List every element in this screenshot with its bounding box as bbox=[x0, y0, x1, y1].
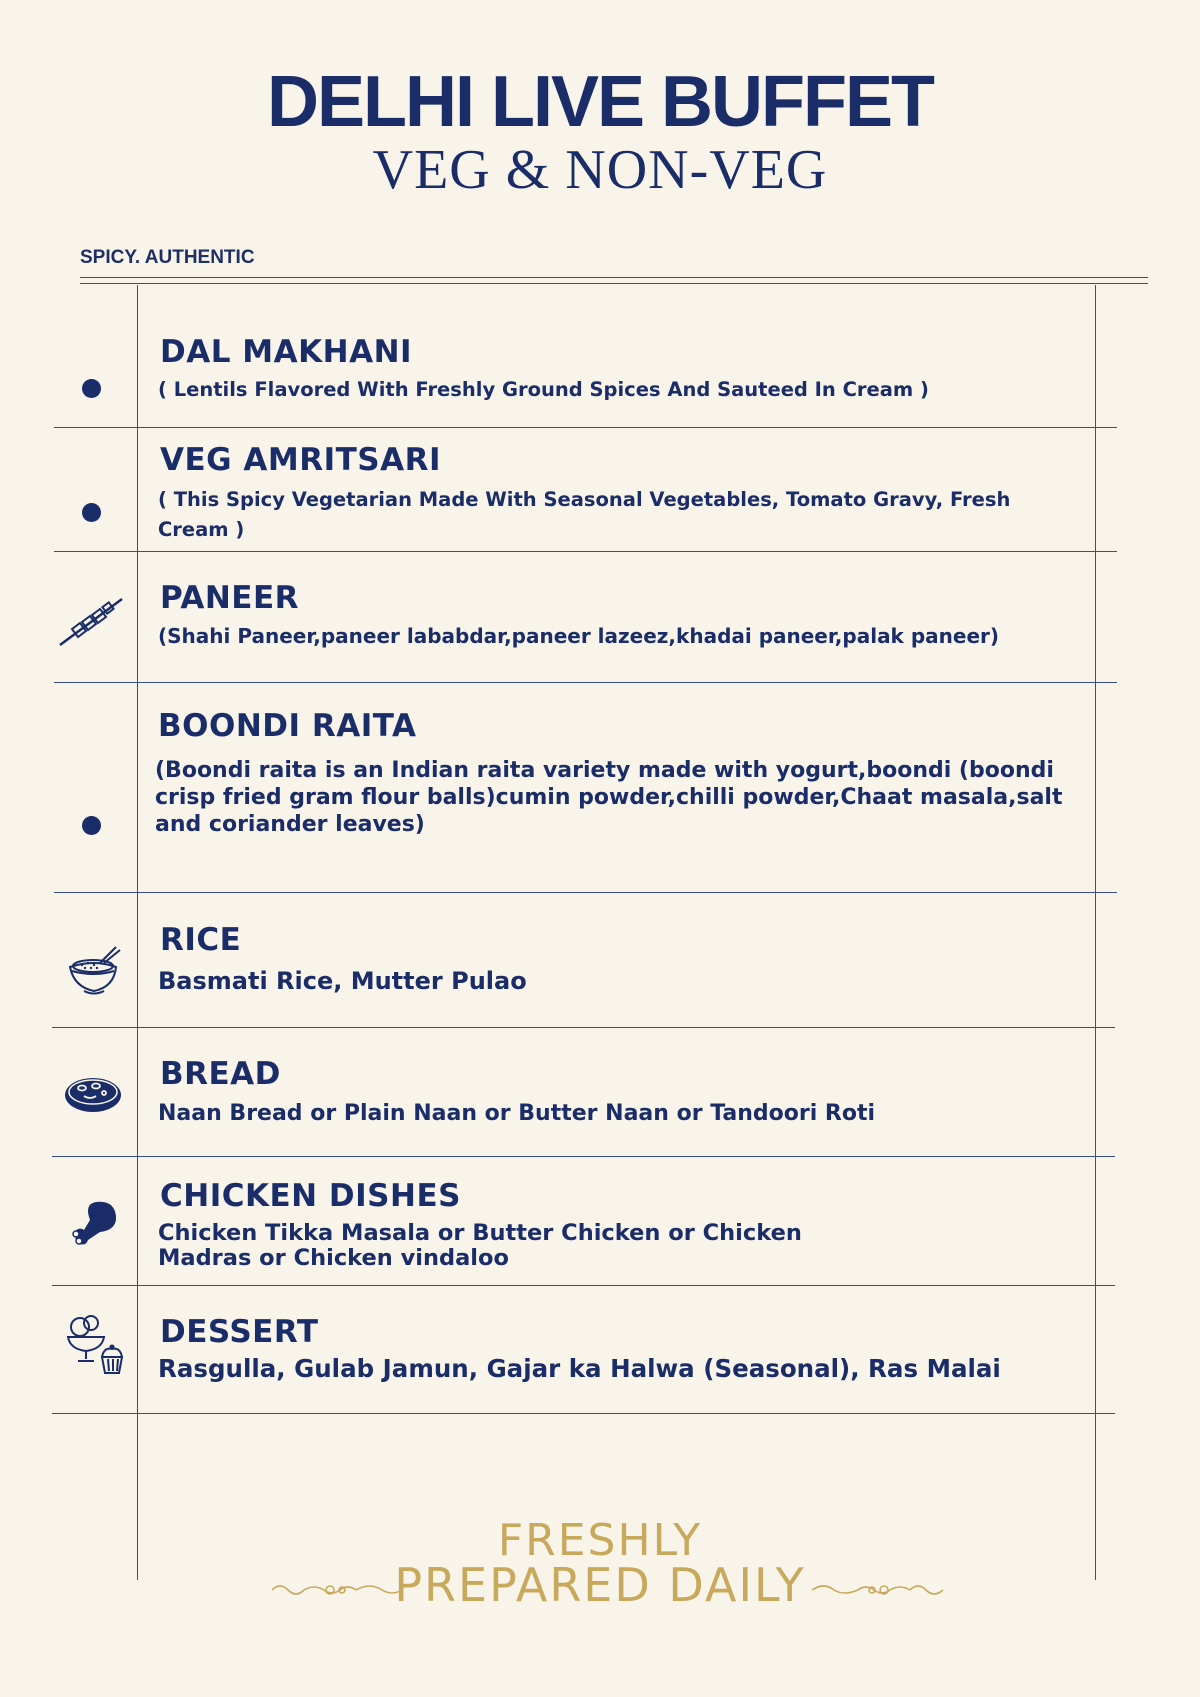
row-divider bbox=[52, 1285, 1115, 1286]
grid-line-right bbox=[1095, 285, 1096, 1580]
item-name: BREAD bbox=[160, 1056, 281, 1092]
bullet-icon bbox=[82, 816, 101, 835]
item-description: Basmati Rice, Mutter Pulao bbox=[158, 967, 527, 995]
grid-line-left bbox=[137, 285, 138, 1580]
flourish-left-icon bbox=[270, 1578, 405, 1607]
item-name: BOONDI RAITA bbox=[158, 708, 417, 744]
item-description: (Shahi Paneer,paneer lababdar,paneer lazeez,khadai paneer,palak paneer) bbox=[158, 624, 1000, 648]
rice-bowl-icon bbox=[66, 945, 122, 1002]
row-divider bbox=[54, 551, 1117, 552]
item-description: Chicken Tikka Masala or Butter Chicken or Chicken Madras or Chicken vindaloo bbox=[158, 1220, 802, 1271]
row-divider bbox=[54, 427, 1117, 428]
chicken-leg-icon bbox=[70, 1196, 122, 1253]
header-rule-top bbox=[80, 277, 1148, 278]
item-description: (Boondi raita is an Indian raita variety made with yogurt,boondi (boondi crisp fried gram flour balls)cumin powder,chilli powder,Chaat masala,salt and coriander leaves) bbox=[155, 758, 1063, 837]
flourish-right-icon bbox=[810, 1578, 945, 1607]
bullet-icon bbox=[82, 379, 101, 398]
row-divider bbox=[54, 682, 1117, 683]
item-description: Rasgulla, Gulab Jamun, Gajar ka Halwa (Seasonal), Ras Malai bbox=[158, 1354, 1001, 1383]
menu-subtitle: VEG & NON-VEG bbox=[372, 139, 828, 201]
item-name: RICE bbox=[160, 922, 242, 958]
item-name: PANEER bbox=[160, 580, 300, 616]
row-divider bbox=[52, 1413, 1115, 1414]
row-divider bbox=[52, 1027, 1115, 1028]
footer-line-2: PREPARED DAILY bbox=[394, 1558, 806, 1612]
tagline: SPICY. AUTHENTIC bbox=[80, 247, 255, 268]
item-description: ( Lentils Flavored With Freshly Ground Spices And Sauteed In Cream ) bbox=[158, 378, 929, 401]
footer-line-1: FRESHLY bbox=[497, 1515, 703, 1566]
item-description: Naan Bread or Plain Naan or Butter Naan or Tandoori Roti bbox=[158, 1101, 876, 1126]
item-name: DESSERT bbox=[160, 1314, 319, 1350]
dessert-icon bbox=[64, 1313, 130, 1380]
item-description: ( This Spicy Vegetarian Made With Seasonal Vegetables, Tomato Gravy, Fresh Cream ) bbox=[158, 488, 1011, 541]
row-divider bbox=[54, 892, 1117, 893]
item-name: DAL MAKHANI bbox=[160, 334, 413, 370]
header-rule-bottom bbox=[80, 283, 1148, 284]
row-divider bbox=[52, 1156, 1115, 1157]
bullet-icon bbox=[82, 503, 101, 522]
skewer-icon bbox=[56, 593, 126, 656]
item-name: CHICKEN DISHES bbox=[160, 1178, 461, 1214]
item-name: VEG AMRITSARI bbox=[160, 442, 442, 478]
menu-title: DELHI LIVE BUFFET bbox=[267, 62, 933, 142]
naan-icon bbox=[62, 1074, 124, 1121]
